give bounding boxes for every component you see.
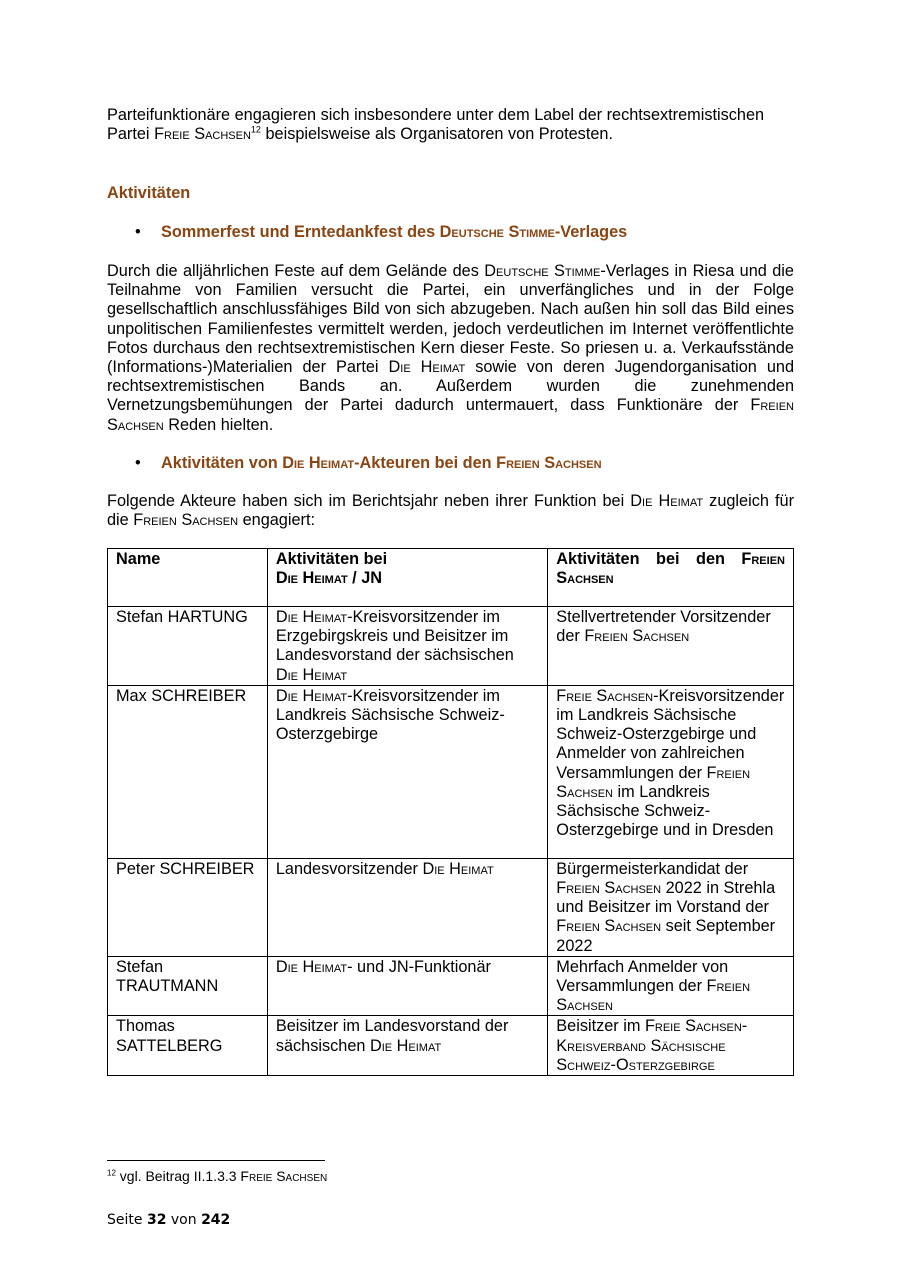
bullet-text: -Verlages (554, 223, 628, 241)
cell-text-sc: Die Heimat (275, 686, 348, 705)
text: -Verlages in Riesa und die Teilnahme von Familien versucht die Partei, ein unverfängliches und in der Folge gesellschaftlich anschlussfähiges Bild von sich abzugeben. Nach außen hin soll das Bild eines unpolitischen Familienfestes vermittelt werden, jedoch verdeutlichen im Internet veröffentlichte Fotos durchaus den rechtsextremistischen Kern dieser Feste. So priesen u. a. Verkaufsstände (Informations-)Materialien der Partei (107, 262, 794, 377)
cell-text-sc: Freien Sachsen (556, 763, 751, 801)
header-text-sc: Die Heimat / JN (275, 569, 383, 588)
bullet-text-sc: Die Heimat (282, 454, 355, 472)
cell-text-sc: Die Heimat (275, 608, 348, 626)
paragraph-feste (107, 262, 794, 435)
cell-heimat (267, 685, 547, 858)
cell-text: Beisitzer im Landesvorstand der sächsischen (275, 1017, 509, 1055)
cell-name: Thomas SATTELBERG (108, 1016, 268, 1076)
bullet-text: Sommerfest und Erntedankfest des (161, 223, 440, 241)
intro-line1: Parteifunktionäre engagieren sich insbesondere unter dem Label der rechtsextremistischen (107, 106, 765, 124)
footnote-ref[interactable]: 12 (250, 124, 261, 135)
bullet-text: -Akteuren bei den (354, 454, 497, 472)
bullet-text-sc: Deutsche Stimme (439, 223, 555, 241)
cell-freie-sachsen (548, 1016, 794, 1076)
paragraph-akteure (107, 492, 794, 530)
header-name: Name (108, 549, 268, 607)
cell-text: Bürgermeisterkandidat der (556, 859, 749, 878)
text: Folgende Akteure haben sich im Berichtsjahr neben ihrer Funktion bei (107, 492, 631, 510)
text: engagiert: (238, 511, 316, 530)
cell-text-sc: Freien Sachsen (556, 917, 662, 936)
cell-text: Mehrfach Anmelder von Versammlungen der (556, 957, 729, 996)
cell-text: Beisitzer im (556, 1017, 645, 1036)
text: sowie von deren Jugendorganisation und rechtsextremistischen Bands an. Außerdem wurden die zunehmenden Vernetzungsbemühungen der Partei dadurch untermauert, dass Funktionäre der (107, 358, 794, 415)
text-sc: Die Heimat (630, 492, 704, 510)
header-text: Aktivitäten bei (275, 550, 388, 568)
bullet-text-sc: Freien Sachsen (496, 454, 602, 472)
cell-heimat (267, 1016, 547, 1076)
cell-freie-sachsen (548, 956, 794, 1016)
cell-freie-sachsen (548, 858, 794, 956)
cell-freie-sachsen (548, 685, 794, 858)
text-sc: Die Heimat (388, 358, 466, 377)
table-row (108, 1016, 794, 1076)
intro-text: beispielsweise als Organisatoren von Protesten. (260, 125, 613, 144)
cell-text: -Kreisvorsitzender im Erzgebirgskreis und Beisitzer im Landesvorstand der sächsischen (275, 608, 514, 665)
page-number (107, 1212, 230, 1228)
footnote-text: vgl. Beitrag II.1.3.3 (115, 1168, 241, 1184)
cell-text: 2022 in Strehla und Beisitzer im Vorstand der (556, 879, 776, 917)
cell-text: Stellvertretender Vorsitzender der (556, 608, 771, 646)
footnote-divider (107, 1160, 325, 1161)
header-freie-sachsen (548, 549, 794, 607)
bullet-icon: • (135, 223, 141, 241)
intro-paragraph (107, 106, 794, 144)
footnote-number: 12 (107, 1168, 116, 1178)
text-sc: Freien Sachsen (133, 511, 239, 530)
text-sc: Freien Sachsen (107, 396, 794, 434)
cell-text-sc: Freien Sachsen (556, 879, 662, 898)
cell-text-sc: Freien Sachsen (556, 977, 751, 1015)
cell-text-sc: Die Heimat (275, 957, 348, 976)
text: Durch die alljährlichen Feste auf dem Gelände des (107, 262, 485, 280)
table-row (108, 956, 794, 1016)
cell-heimat (267, 858, 547, 956)
cell-text: -Kreisvorsitzender im Landkreis Sächsische Schweiz-Osterzgebirge (275, 686, 505, 744)
cell-text-sc: Die Heimat (369, 1036, 442, 1055)
page-label: Seite (107, 1212, 147, 1228)
page-total: 242 (201, 1212, 231, 1228)
cell-freie-sachsen (548, 607, 794, 686)
actors-table (107, 548, 794, 1076)
page-current: 32 (146, 1212, 167, 1228)
cell-name: Stefan HARTUNG (108, 607, 268, 686)
cell-text-sc: Freien Sachsen (584, 627, 690, 646)
cell-text: -Kreisvorsitzender im Landkreis Sächsische Schweiz-Osterzgebirge und Anmelder von zahlreichen Versammlungen der (556, 686, 785, 782)
cell-text-sc: Freie Sachsen-Kreisverband Sächsische Schweiz-Osterzgebirge (556, 1017, 748, 1074)
header-heimat (267, 549, 547, 607)
bullet-text: Aktivitäten von (161, 454, 283, 472)
table-header-row (108, 549, 794, 607)
text: zugleich für die (107, 492, 794, 530)
bullet-icon: • (135, 454, 141, 472)
cell-text: - und JN-Funktionär (347, 957, 491, 976)
cell-text: Landesvorsitzender (275, 859, 423, 878)
page-label: von (166, 1212, 202, 1228)
header-text-sc: Freien Sachsen (556, 550, 785, 588)
cell-text: im Landkreis Sächsische Schweiz-Osterzgebirge und in Dresden (556, 782, 774, 840)
cell-text: seit September 2022 (556, 917, 776, 955)
cell-heimat (267, 956, 547, 1016)
text: Reden hielten. (163, 415, 274, 434)
cell-name: Peter SCHREIBER (108, 858, 268, 956)
cell-heimat (267, 607, 547, 686)
party-name: Freie Sachsen (154, 125, 251, 144)
cell-text-sc: Freie Sachsen (556, 686, 654, 705)
text-sc: Deutsche Stimme (484, 262, 601, 280)
cell-text-sc: Die Heimat (275, 665, 348, 684)
intro-text: Partei (107, 125, 155, 144)
table-row (108, 858, 794, 956)
cell-name: Stefan TRAUTMANN (108, 956, 268, 1016)
table-row (108, 685, 794, 858)
table-row (108, 607, 794, 686)
section-heading: Aktivitäten (107, 184, 191, 202)
cell-name: Max SCHREIBER (108, 685, 268, 858)
header-text: Aktivitäten bei den (556, 550, 742, 568)
cell-text-sc: Die Heimat (422, 859, 494, 878)
footnote-text-sc: Freie Sachsen (240, 1168, 328, 1184)
footnote (107, 1168, 327, 1184)
